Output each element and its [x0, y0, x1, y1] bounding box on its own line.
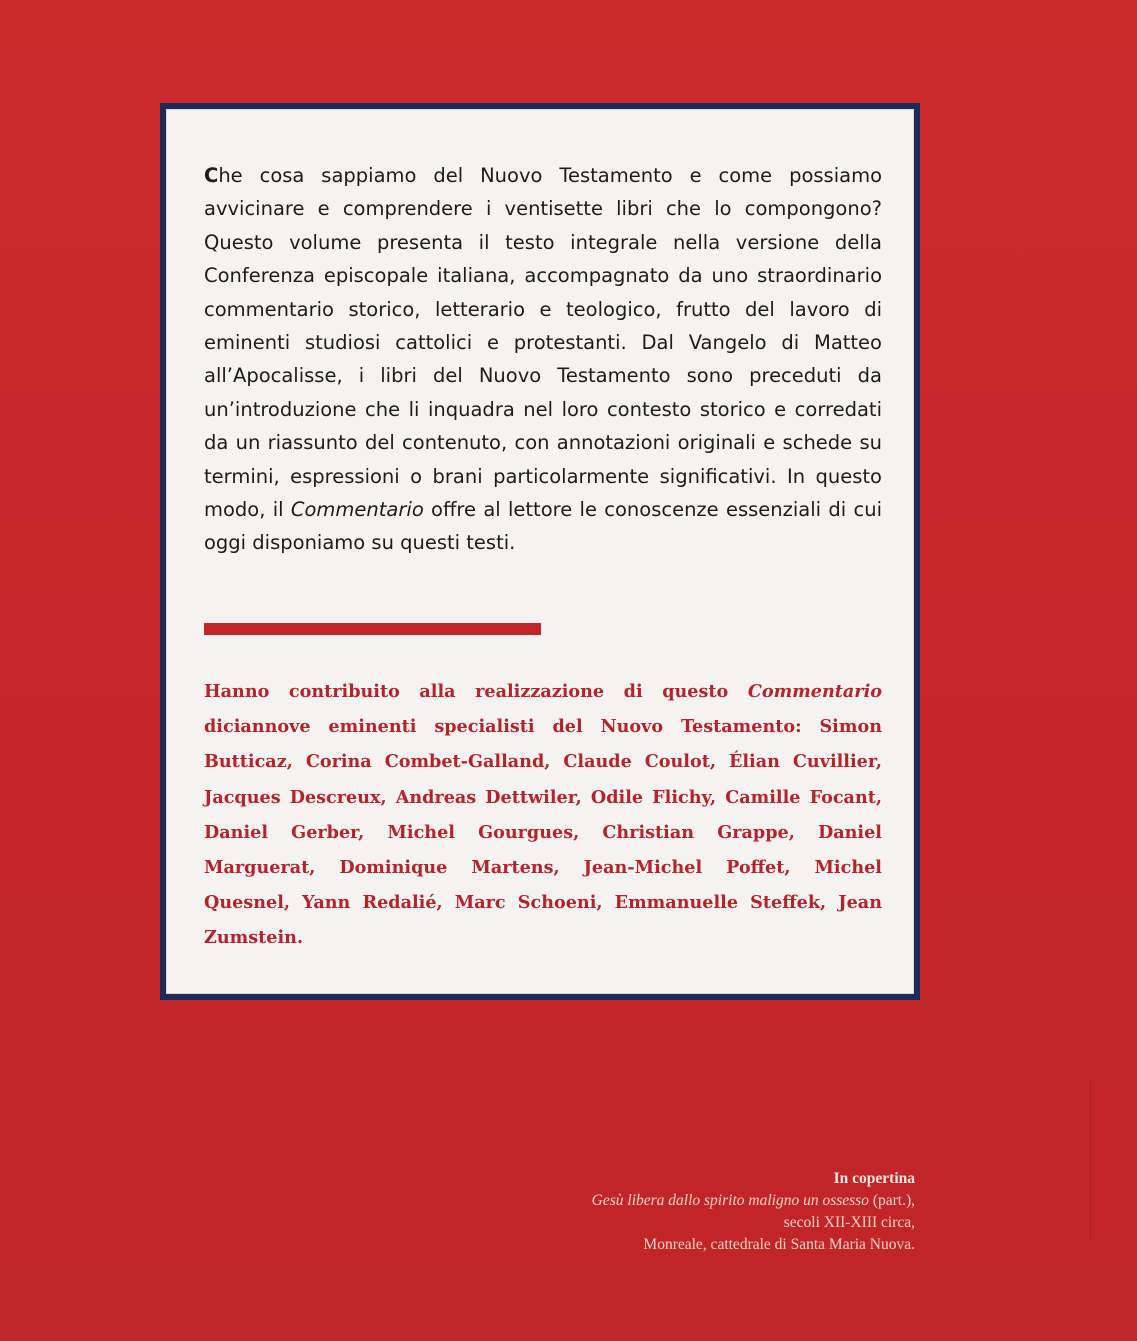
contributors-italic-title: Commentario [747, 681, 882, 702]
contributors-text-part2: diciannove eminenti specialisti del Nuovo Testamento: Simon Butticaz, Corina Combet-Galland, Claude Coulot, Élian Cuvillier, Jacques Descreux, Andreas Dettwiler, Odile Flichy, Camille Focant, Daniel Gerber, Michel Gourgues, Christian Grappe, Daniel Marguerat, Dominique Martens, Jean-Michel Poffet, Michel Quesnel, Yann Redalié, Marc Schoeni, Emmanuelle Steffek, Jean Zumstein. [204, 716, 882, 949]
contributors-paragraph [204, 674, 882, 956]
blurb-text-part2: offre al lettore le conoscenze essenziali di cui oggi disponiamo su questi testi. [204, 498, 882, 555]
credit-line-2: secoli XII-XIII circa, [783, 1214, 915, 1231]
blurb-paragraph [204, 159, 882, 560]
credit-line-1 [415, 1190, 915, 1212]
text-panel [160, 103, 920, 1000]
blurb-text-part1: he cosa sappiamo del Nuovo Testamento e come possiamo avvicinare e comprendere i ventisette libri che lo compongono? Questo volume presenta il testo integrale nella versione della Conferenza episcopale italiana, accompagnato da uno straordinario commentario storico, letterario e teologico, frutto del lavoro di eminenti studiosi cattolici e protestanti. Dal Vangelo di Matteo all’Apocalisse, i libri del Nuovo Testamento sono preceduti da un’introduzione che li inquadra nel loro contesto storico e corredati da un riassunto del contenuto, con annotazioni originali e schede su termini, espressioni o brani particolarmente significativi. In questo modo, il [204, 164, 882, 522]
artwork-title-suffix: (part.), [868, 1192, 915, 1209]
credit-label: In copertina [833, 1170, 915, 1187]
drop-cap-letter: C [204, 164, 219, 187]
contributors-text-part1: Hanno contribuito alla realizzazione di questo [204, 681, 748, 702]
cover-credit [415, 1168, 915, 1256]
credit-line-3: Monreale, cattedrale di Santa Maria Nuova. [643, 1236, 915, 1253]
red-divider-bar [204, 623, 541, 635]
cover-scratch-mark [1090, 1080, 1091, 1240]
blurb-italic-title: Commentario [290, 498, 424, 522]
artwork-title: Gesù libera dallo spirito maligno un ossesso [591, 1192, 869, 1209]
